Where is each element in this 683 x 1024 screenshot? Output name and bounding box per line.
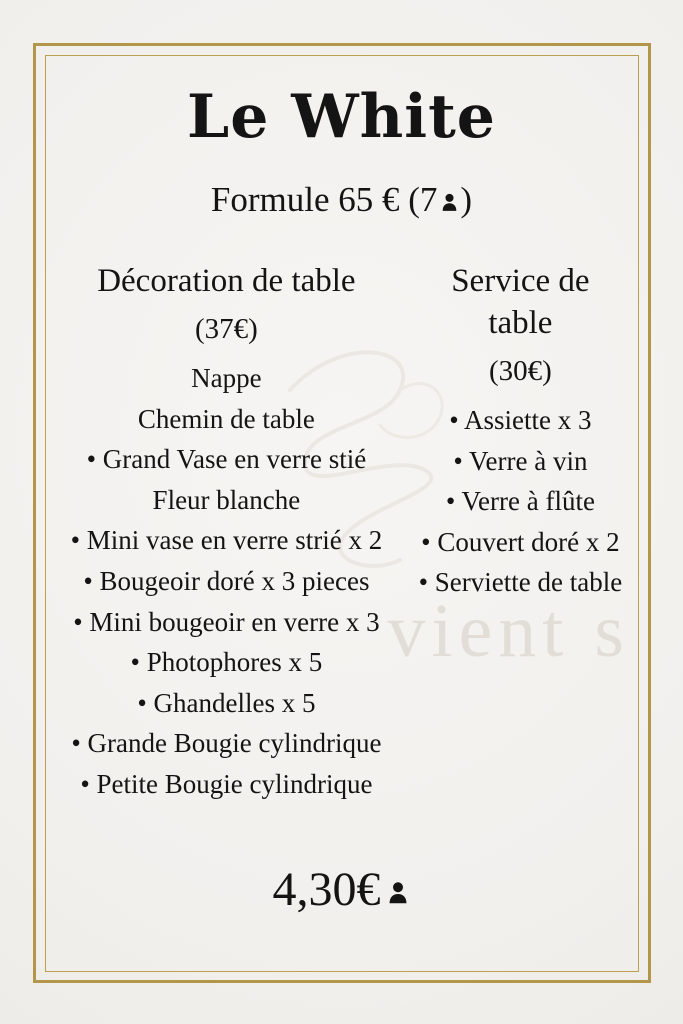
- list-item: • Couvert doré x 2: [421, 526, 620, 557]
- column-decoration: [50, 260, 403, 805]
- list-item: • Petite Bougie cylindrique: [80, 768, 373, 799]
- card-title: Le White: [187, 82, 496, 152]
- list-item: • Grande Bougie cylindrique: [71, 728, 382, 759]
- list-item: Nappe: [191, 363, 262, 393]
- formula-text-suffix: ): [460, 180, 473, 219]
- list-item: Fleur blanche: [152, 484, 301, 515]
- column-service: [403, 260, 638, 805]
- list-item: • Verre à flûte: [445, 486, 595, 517]
- list-item: Chemin de table: [137, 403, 315, 434]
- list-item: • Verre à vin: [453, 445, 588, 476]
- column-service-items: [403, 400, 638, 603]
- menu-columns: [50, 260, 638, 805]
- list-item: • Assiette x 3: [449, 405, 592, 435]
- column-decoration-price: (37€): [194, 313, 258, 345]
- footer-price-value: 4,30€: [272, 863, 381, 916]
- column-decoration-header: Décoration de table: [97, 263, 356, 299]
- watermark-text: vient s: [387, 589, 630, 673]
- list-item: • Mini bougeoir en verre x 3: [73, 606, 380, 637]
- column-service-header: Service de table: [451, 263, 590, 341]
- footer-price: [0, 862, 683, 917]
- column-decoration-items: [50, 358, 403, 805]
- list-item: • Ghandelles x 5: [137, 687, 316, 718]
- column-service-price: (30€): [488, 355, 552, 387]
- list-item: • Grand Vase en verre stié: [86, 444, 367, 475]
- person-icon: [437, 180, 460, 220]
- list-item: • Mini vase en verre strié x 2: [70, 525, 383, 556]
- formula-subtitle: [0, 180, 683, 220]
- person-icon: [381, 862, 411, 917]
- list-item: • Serviette de table: [418, 567, 623, 598]
- list-item: • Photophores x 5: [130, 647, 323, 678]
- formula-text-prefix: Formule 65 € (7: [210, 180, 438, 219]
- list-item: • Bougeoir doré x 3 pieces: [83, 565, 370, 596]
